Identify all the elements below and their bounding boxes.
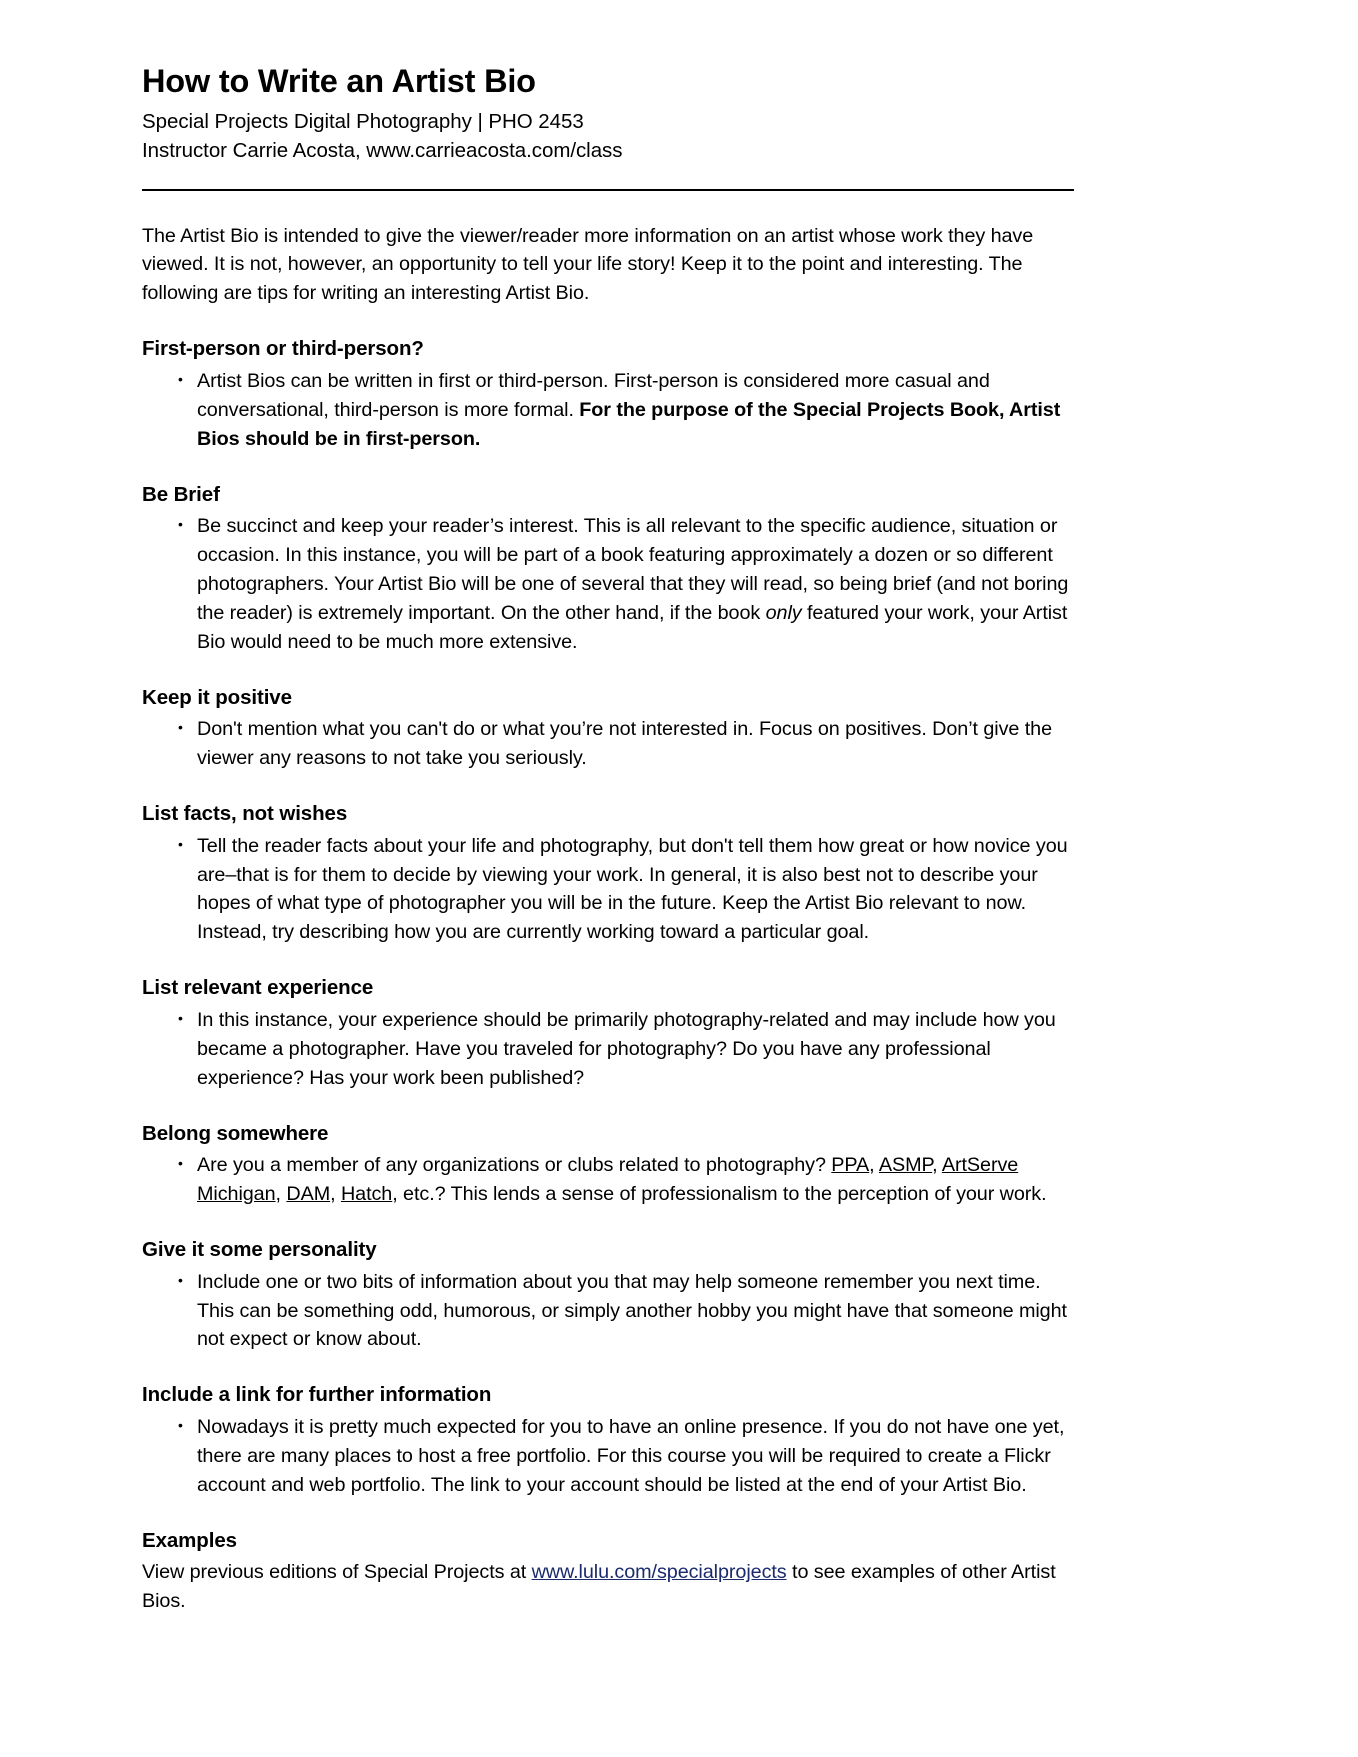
bullet-text: Be succinct and keep your reader’s interest. This is all relevant to the specific audience, situation or occasion. In this instance, you will be part of a book featuring approximately a dozen or so different photographers. Your Artist Bio will be one of several that they will read, so being brief (and not boring the reader) is extremely important. On the other hand, if the book <box>197 515 1069 624</box>
bullet-text-continued: featured your work, your Artist Bio would need to be much more extensive. <box>197 601 1068 653</box>
link-separator: , <box>275 1183 287 1206</box>
document-content <box>142 62 1074 1616</box>
bullet-text: Include one or two bits of information about you that may help someone remember you next time. This can be something odd, humorous, or simply another hobby you might have that someone might not expect or know about. <box>197 1270 1067 1351</box>
section-heading: Belong somewhere <box>142 1121 329 1145</box>
link-separator: , <box>932 1154 942 1177</box>
instructor-line: Instructor Carrie Acosta, www.carrieacosta.com/class <box>142 139 623 163</box>
organization-link[interactable]: ArtServe Michigan <box>197 1154 1019 1206</box>
bullet-emphasis-italic: only <box>765 601 802 624</box>
lulu-specialprojects-link[interactable]: www.lulu.com/specialprojects <box>531 1561 787 1584</box>
section-heading: Include a link for further information <box>142 1383 492 1407</box>
section-bullet-list <box>142 832 1074 948</box>
section-bullet-list <box>142 1151 1074 1209</box>
section-heading: Be Brief <box>142 482 220 506</box>
header-divider <box>142 189 1074 191</box>
section-heading: List relevant experience <box>142 976 374 1000</box>
section-heading: Give it some personality <box>142 1238 377 1261</box>
list-item <box>142 715 1074 773</box>
examples-text-after: to see examples of other Artist Bios. <box>142 1561 1056 1613</box>
organization-link[interactable]: ASMP <box>878 1154 933 1177</box>
list-item <box>142 1268 1074 1355</box>
sections-container <box>142 336 1074 1499</box>
organization-link[interactable]: PPA <box>831 1154 870 1177</box>
organization-link[interactable]: DAM <box>286 1183 331 1206</box>
page-title: How to Write an Artist Bio <box>142 63 536 99</box>
section-bullet-list <box>142 715 1074 773</box>
section-bullet-list <box>142 1268 1074 1355</box>
list-item <box>142 832 1074 948</box>
link-separator: , <box>330 1183 341 1206</box>
bullet-text: Artist Bios can be written in first or third-person. First-person is considered more casual and conversational, third-person is more formal. <box>197 369 990 421</box>
bullet-text-continued: , etc.? This lends a sense of professionalism to the perception of your work. <box>392 1183 1047 1206</box>
examples-paragraph <box>142 1558 1074 1616</box>
bullet-text: Are you a member of any organizations or clubs related to photography? <box>197 1154 832 1177</box>
bullet-emphasis-bold: For the purpose of the Special Projects Book, Artist Bios should be in first-person. <box>197 398 1061 450</box>
examples-heading: Examples <box>142 1528 237 1552</box>
organization-link[interactable]: Hatch <box>340 1183 393 1206</box>
bullet-text: In this instance, your experience should be primarily photography-related and may include how you became a photographer. Have you traveled for photography? Do you have any professional experience? Has your work been published? <box>197 1008 1056 1089</box>
list-item <box>142 1006 1074 1093</box>
bullet-text: Don't mention what you can't do or what you’re not interested in. Focus on positives. Don’t give the viewer any reasons to not take you seriously. <box>197 718 1053 770</box>
list-item <box>142 1151 1074 1209</box>
bullet-text: Nowadays it is pretty much expected for you to have an online presence. If you do not have one yet, there are many places to host a free portfolio. For this course you will be required to create a Flickr account and web portfolio. The link to your account should be listed at the end of your Artist Bio. <box>197 1415 1065 1496</box>
section-bullet-list <box>142 367 1074 454</box>
section-bullet-list <box>142 1006 1074 1093</box>
section-bullet-list <box>142 512 1074 656</box>
section-bullet-list <box>142 1413 1074 1500</box>
section-heading: Keep it positive <box>142 685 292 709</box>
list-item <box>142 1413 1074 1500</box>
section-heading: First-person or third-person? <box>142 337 424 361</box>
link-separator: , <box>869 1154 879 1177</box>
bullet-text: Tell the reader facts about your life and photography, but don't tell them how great or how novice you are–that is for them to decide by viewing your work. In general, it is also best not to describe your hopes of what type of photographer you will be in the future. Keep the Artist Bio relevant to now. Instead, try describing how you are currently working toward a particular goal. <box>197 834 1068 944</box>
list-item <box>142 512 1074 656</box>
intro-paragraph: The Artist Bio is intended to give the viewer/reader more information on an artist whose work they have viewed. It is not, however, an opportunity to tell your life story! Keep it to the point and interesting. The following are tips for writing an interesting Artist Bio. <box>142 224 1034 305</box>
course-line: Special Projects Digital Photography | PHO 2453 <box>142 110 584 134</box>
list-item <box>142 367 1074 454</box>
section-heading: List facts, not wishes <box>142 802 348 826</box>
examples-text-before: View previous editions of Special Projects at <box>142 1561 532 1584</box>
